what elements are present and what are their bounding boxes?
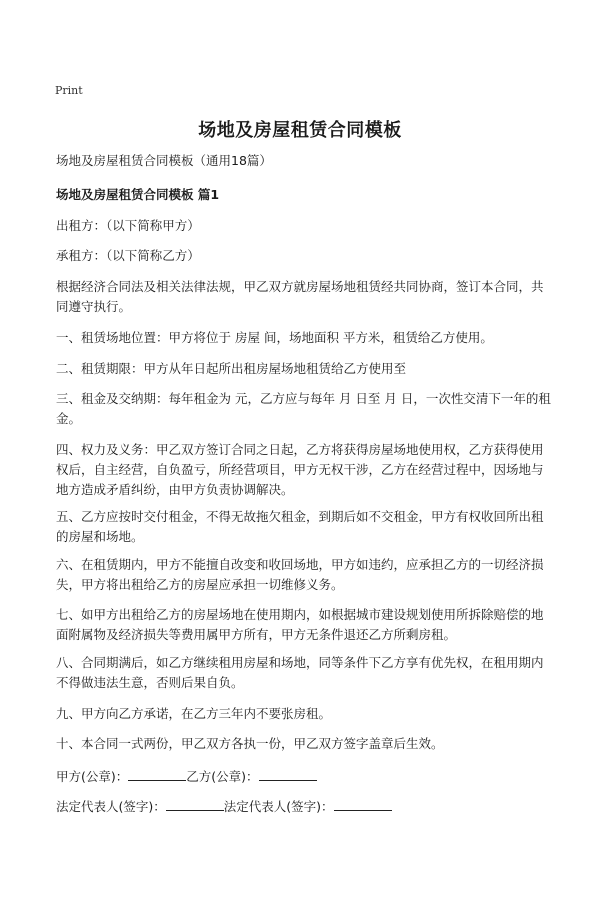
document-title: 场地及房屋租赁合同模板 bbox=[198, 120, 402, 141]
clause-6: 六、在租赁期内，甲方不能擅自改变和收回场地，甲方如违约，应承担乙方的一切经济损失，甲方将出租给乙方的房屋应承担一切维修义务。 bbox=[56, 557, 544, 592]
clause-9: 九、甲方向乙方承诺，在乙方三年内不要张房租。 bbox=[56, 706, 332, 721]
party-a-seal-blank bbox=[128, 766, 186, 781]
lessee-line: 承租方：（以下简称乙方） bbox=[56, 248, 200, 263]
party-a-seal-label: 甲方(公章)： bbox=[56, 769, 129, 784]
clause-5: 五、乙方应按时交付租金，不得无故拖欠租金，到期后如不交租金，甲方有权收回所出租的房屋和场地。 bbox=[56, 509, 544, 544]
party-a-rep-blank bbox=[166, 796, 224, 811]
clause-2: 二、租赁期限：甲方从年日起所出租房屋场地租赁给乙方使用至 bbox=[56, 361, 407, 376]
clause-3: 三、租金及交纳期：每年租金为 元，乙方应与每年 月 日至 月 日，一次性交清下一年的租金。 bbox=[56, 391, 551, 426]
party-b-seal-blank bbox=[259, 766, 317, 781]
seal-signature-row bbox=[56, 766, 317, 787]
section-heading: 场地及房屋租赁合同模板 篇1 bbox=[56, 187, 220, 202]
document-subtitle: 场地及房屋租赁合同模板（通用18篇） bbox=[56, 153, 272, 168]
clause-8: 八、合同期满后，如乙方继续租用房屋和场地，同等条件下乙方享有优先权，在租用期内不得做违法生意，否则后果自负。 bbox=[56, 655, 544, 690]
clause-4: 四、权力及义务：甲乙双方签订合同之日起，乙方将获得房屋场地使用权，乙方获得使用权后，自主经营，自负盈亏，所经营项目，甲方无权干涉，乙方在经营过程中，因场地与地方造成矛盾纠纷，由甲方负责协调解决。 bbox=[56, 442, 544, 497]
clause-1: 一、租赁场地位置：甲方将位于 房屋 间，场地面积 平方米，租赁给乙方使用。 bbox=[56, 330, 493, 345]
representative-signature-row bbox=[56, 796, 392, 817]
party-b-rep-blank bbox=[334, 796, 392, 811]
lessor-line: 出租方：（以下简称甲方） bbox=[56, 218, 200, 233]
party-b-seal-label: 乙方(公章)： bbox=[186, 769, 259, 784]
clause-10: 十、本合同一式两份，甲乙双方各执一份，甲乙双方签字盖章后生效。 bbox=[56, 736, 444, 751]
party-a-rep-label: 法定代表人(签字)： bbox=[56, 799, 166, 814]
print-label: Print bbox=[55, 84, 83, 97]
clause-7: 七、如甲方出租给乙方的房屋场地在使用期内，如根据城市建设规划使用所拆除赔偿的地面附属物及经济损失等费用属甲方所有，甲方无条件退还乙方所剩房租。 bbox=[56, 607, 544, 642]
party-b-rep-label: 法定代表人(签字)： bbox=[223, 799, 334, 814]
intro-paragraph: 根据经济合同法及相关法律法规，甲乙双方就房屋场地租赁经共同协商，签订本合同，共同遵守执行。 bbox=[56, 279, 544, 314]
